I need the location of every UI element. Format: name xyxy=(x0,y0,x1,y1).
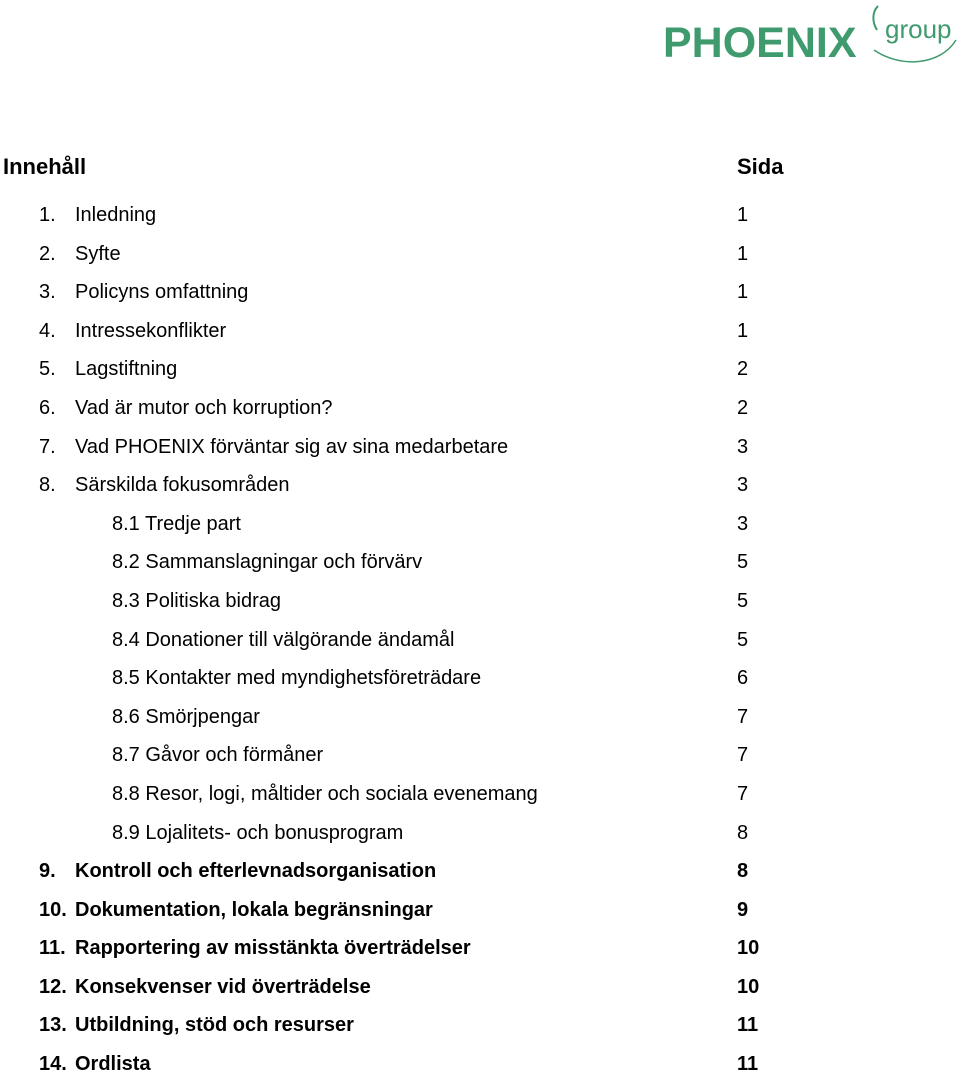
toc-entry-page: 10 xyxy=(737,937,760,960)
toc-entry-label: 8.7 Gåvor och förmåner xyxy=(112,744,324,767)
toc-entry-page: 7 xyxy=(737,782,749,805)
toc-entry-label: 8.2 Sammanslagningar och förvärv xyxy=(112,551,423,574)
toc-entry-label: Vad är mutor och korruption? xyxy=(75,396,333,419)
toc-entry-page: 7 xyxy=(737,744,749,767)
toc-entry-page: 9 xyxy=(737,898,749,921)
toc-entry-label: Inledning xyxy=(75,204,157,226)
toc-entry[interactable] xyxy=(0,854,960,893)
toc-entry-page: 1 xyxy=(737,319,749,342)
toc-entry[interactable] xyxy=(0,237,960,276)
toc-entry-page: 5 xyxy=(737,551,749,574)
toc-subentry[interactable] xyxy=(0,584,960,623)
toc-entry-page: 5 xyxy=(737,628,749,651)
toc-entry-label: Syfte xyxy=(75,242,121,265)
toc-entry[interactable] xyxy=(0,970,960,1009)
toc-entry-page: 1 xyxy=(737,204,749,226)
toc-entry[interactable] xyxy=(0,198,960,237)
toc-entry-label: Utbildning, stöd och resurser xyxy=(75,1014,354,1037)
toc-entry-page: 11 xyxy=(737,1014,759,1037)
toc-entry[interactable] xyxy=(0,931,960,970)
toc-entry-number: 8. xyxy=(39,474,56,497)
toc-subentry[interactable] xyxy=(0,700,960,739)
toc-entry-label: Vad PHOENIX förväntar sig av sina medarbetare xyxy=(75,435,509,458)
toc-entry-page: 8 xyxy=(737,821,749,844)
toc-entry-page: 1 xyxy=(737,281,749,304)
toc-entry-label: Intressekonflikter xyxy=(75,319,227,342)
toc-entry[interactable] xyxy=(0,893,960,932)
toc-entry-label: Ordlista xyxy=(75,1053,151,1076)
toc-subentry[interactable] xyxy=(0,507,960,546)
toc-entry-page: 11 xyxy=(737,1053,759,1076)
logo-mark xyxy=(660,0,960,70)
toc-entry-page: 2 xyxy=(737,396,749,419)
toc-entry-number: 4. xyxy=(39,319,56,342)
toc-entry-page: 8 xyxy=(737,860,749,883)
toc-entry-label: 8.1 Tredje part xyxy=(112,512,241,535)
toc-entry-number: 11. xyxy=(39,937,66,960)
toc-entry[interactable] xyxy=(0,275,960,314)
phoenix-group-logo xyxy=(660,0,960,70)
toc-subentry[interactable] xyxy=(0,623,960,662)
toc-entry[interactable] xyxy=(0,352,960,391)
toc-title: Innehåll xyxy=(3,154,87,179)
toc-entry-number: 13. xyxy=(39,1014,67,1037)
toc-entry-page: 3 xyxy=(737,474,749,497)
toc-entry[interactable] xyxy=(0,1047,960,1086)
toc-entry-page: 1 xyxy=(737,242,749,265)
logo-suffix-text: group xyxy=(885,14,952,44)
toc-entry-label: Konsekvenser vid överträdelse xyxy=(75,975,371,998)
toc-entry-page: 5 xyxy=(737,589,749,612)
toc-entry[interactable] xyxy=(0,468,960,507)
toc-entry-page: 6 xyxy=(737,667,749,690)
toc-entry-number: 2. xyxy=(39,242,56,265)
toc-entry-label: 8.4 Donationer till välgörande ändamål xyxy=(112,628,455,651)
toc-entry-label: Policyns omfattning xyxy=(75,281,249,304)
toc-entry-label: 8.9 Lojalitets- och bonusprogram xyxy=(112,821,404,844)
toc-entry-number: 3. xyxy=(39,281,56,304)
toc-entry-label: Kontroll och efterlevnadsorganisation xyxy=(75,860,437,883)
toc-entry-page: 10 xyxy=(737,975,760,998)
toc-entry-number: 9. xyxy=(39,860,56,883)
toc-entry[interactable] xyxy=(0,430,960,469)
toc-entry-number: 5. xyxy=(39,358,56,381)
toc-page-heading: Sida xyxy=(737,154,784,179)
toc-entry-label: Dokumentation, lokala begränsningar xyxy=(75,898,433,921)
toc-entry-page: 3 xyxy=(737,435,749,458)
toc-entry-page: 2 xyxy=(737,358,749,381)
toc-entry-label: 8.6 Smörjpengar xyxy=(112,705,260,728)
toc-entry-number: 14. xyxy=(39,1053,67,1076)
toc-entry[interactable] xyxy=(0,391,960,430)
toc-entry-label: Lagstiftning xyxy=(75,358,178,381)
toc-entry-number: 10. xyxy=(39,898,67,921)
logo-brand-text: PHOENIX xyxy=(663,19,857,67)
toc-entry-number: 7. xyxy=(39,435,56,458)
toc-entry-number: 1. xyxy=(39,204,56,226)
toc-entry-label: Rapportering av misstänkta överträdelser xyxy=(75,937,471,960)
toc-entry-number: 12. xyxy=(39,975,67,998)
toc-entry[interactable] xyxy=(0,314,960,353)
toc-entry-label: 8.5 Kontakter med myndighetsföreträdare xyxy=(112,667,482,690)
logo-swoosh-icon xyxy=(873,6,878,30)
toc-entry-number: 6. xyxy=(39,396,56,419)
toc-entry-page: 3 xyxy=(737,512,749,535)
toc-subentry[interactable] xyxy=(0,816,960,855)
toc-subentry[interactable] xyxy=(0,545,960,584)
toc-entry[interactable] xyxy=(0,1008,960,1047)
toc-subentry[interactable] xyxy=(0,738,960,777)
toc-entry-page: 7 xyxy=(737,705,749,728)
toc-subentry[interactable] xyxy=(0,777,960,816)
toc-header xyxy=(0,154,960,184)
toc-subentry[interactable] xyxy=(0,661,960,700)
toc-entry-label: 8.3 Politiska bidrag xyxy=(112,589,281,612)
table-of-contents xyxy=(0,198,960,1086)
toc-entry-label: Särskilda fokusområden xyxy=(75,474,290,497)
toc-entry-label: 8.8 Resor, logi, måltider och sociala evenemang xyxy=(112,782,538,805)
